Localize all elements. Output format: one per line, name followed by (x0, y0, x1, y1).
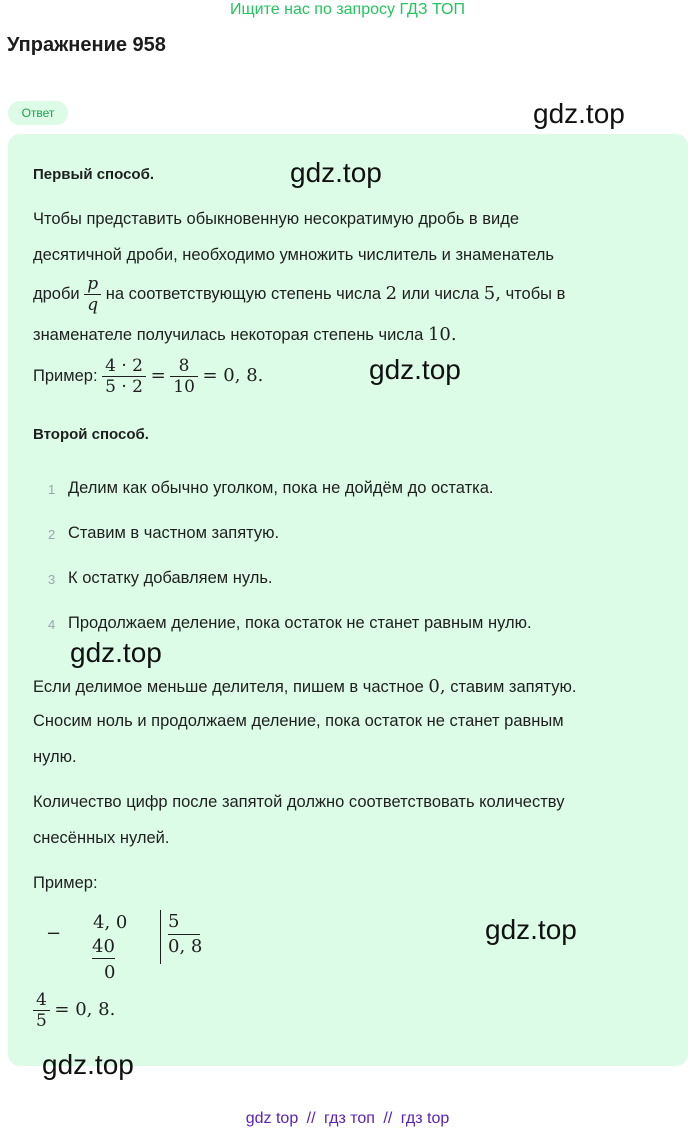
final-fraction-denominator: 5 (33, 1010, 50, 1031)
answer-card (8, 134, 688, 1066)
example-fraction-1 (102, 356, 146, 397)
final-equation (33, 990, 115, 1031)
footer-links (0, 1110, 695, 1128)
method1-line3-d: чтобы в (505, 284, 566, 303)
watermark: gdz.top (70, 637, 162, 668)
number-five: 5, (483, 282, 501, 304)
division-subtrahend: 40 (92, 936, 115, 957)
example-fraction-2-denominator: 10 (170, 376, 198, 397)
watermark: gdz.top (369, 354, 461, 385)
example-label: Пример: (33, 366, 98, 385)
step-text-4: Продолжаем деление, пока остаток не станет равным нулю. (68, 614, 532, 632)
step-text-3: К остатку добавляем нуль. (68, 569, 273, 587)
division-vertical-bar (160, 910, 161, 964)
footer-separator: // (383, 1110, 393, 1127)
example-fraction-2-numerator: 8 (178, 356, 190, 376)
method1-heading: Первый способ. (33, 166, 155, 183)
method2-paragraph1-b: ставим запятую. (450, 678, 577, 696)
division-minus: − (46, 923, 62, 944)
division-remainder: 0 (104, 962, 116, 983)
method1-example (33, 356, 263, 397)
footer-separator: // (306, 1110, 316, 1127)
answer-badge[interactable]: Ответ (8, 101, 68, 125)
footer-link-3[interactable]: гдз top (400, 1110, 450, 1127)
footer-link-1[interactable]: gdz top (245, 1110, 299, 1127)
step-number-1: 1 (48, 482, 56, 497)
watermark: gdz.top (290, 157, 382, 188)
method1-line3-b: на соответствующую степень числа (105, 284, 382, 303)
footer-link-2[interactable]: гдз топ (324, 1110, 375, 1127)
method1-line2: десятичной дроби, необходимо умножить числитель и знаменатель (33, 246, 555, 264)
example-fraction-1-numerator: 4 · 2 (105, 356, 143, 376)
method2-paragraph2-line1: Сносим ноль и продолжаем деление, пока остаток не станет равным (33, 712, 564, 730)
method1-line1: Чтобы представить обыкновенную несократимую дробь в виде (33, 210, 520, 228)
step-number-3: 3 (48, 572, 56, 587)
method2-paragraph3-line1: Количество цифр после запятой должно соответствовать количеству (33, 793, 565, 811)
fraction-denominator: q (84, 294, 101, 315)
method2-paragraph3-line2: снесённых нулей. (33, 829, 170, 847)
method2-heading: Второй способ. (33, 426, 149, 443)
number-ten: 10. (427, 324, 457, 345)
method2-paragraph1-a: Если делимое меньше делителя, пишем в частное (33, 678, 424, 696)
number-two: 2 (385, 282, 398, 304)
step-number-2: 2 (48, 527, 56, 542)
final-fraction-numerator: 4 (36, 990, 47, 1010)
method2-example-label: Пример: (33, 874, 98, 892)
method1-line4 (33, 324, 457, 345)
method2-paragraph1 (33, 676, 576, 697)
division-quotient: 0, 8 (168, 936, 203, 957)
top-banner: Ищите нас по запросу ГДЗ ТОП (230, 1, 465, 18)
example-result: = 0, 8. (202, 364, 264, 386)
step-text-2: Ставим в частном запятую. (68, 524, 280, 542)
step-text-1: Делим как обычно уголком, пока не дойдём до остатка. (68, 479, 494, 497)
method1-line3-c: или числа (401, 284, 480, 303)
page-title: Упражнение 958 (7, 34, 166, 56)
method1-line3-a: дроби (33, 284, 80, 303)
final-fraction (33, 990, 50, 1031)
example-fraction-1-denominator: 5 · 2 (102, 376, 146, 397)
example-fraction-2 (170, 356, 198, 397)
method1-line3 (33, 274, 565, 315)
equals-sign: = (150, 364, 166, 386)
fraction-p-over-q (84, 274, 101, 315)
fraction-numerator: p (87, 274, 99, 294)
division-dividend: 4, 0 (93, 912, 128, 933)
watermark: gdz.top (42, 1049, 134, 1080)
final-result: = 0, 8. (54, 998, 116, 1020)
division-divisor: 5 (168, 910, 200, 935)
step-number-4: 4 (48, 617, 56, 632)
method2-paragraph2-line2: нулю. (33, 748, 77, 766)
watermark: gdz.top (533, 98, 625, 129)
number-zero: 0, (428, 676, 446, 697)
watermark: gdz.top (485, 914, 577, 945)
method1-line4-a: знаменателе получилась некоторая степень числа (33, 326, 424, 344)
